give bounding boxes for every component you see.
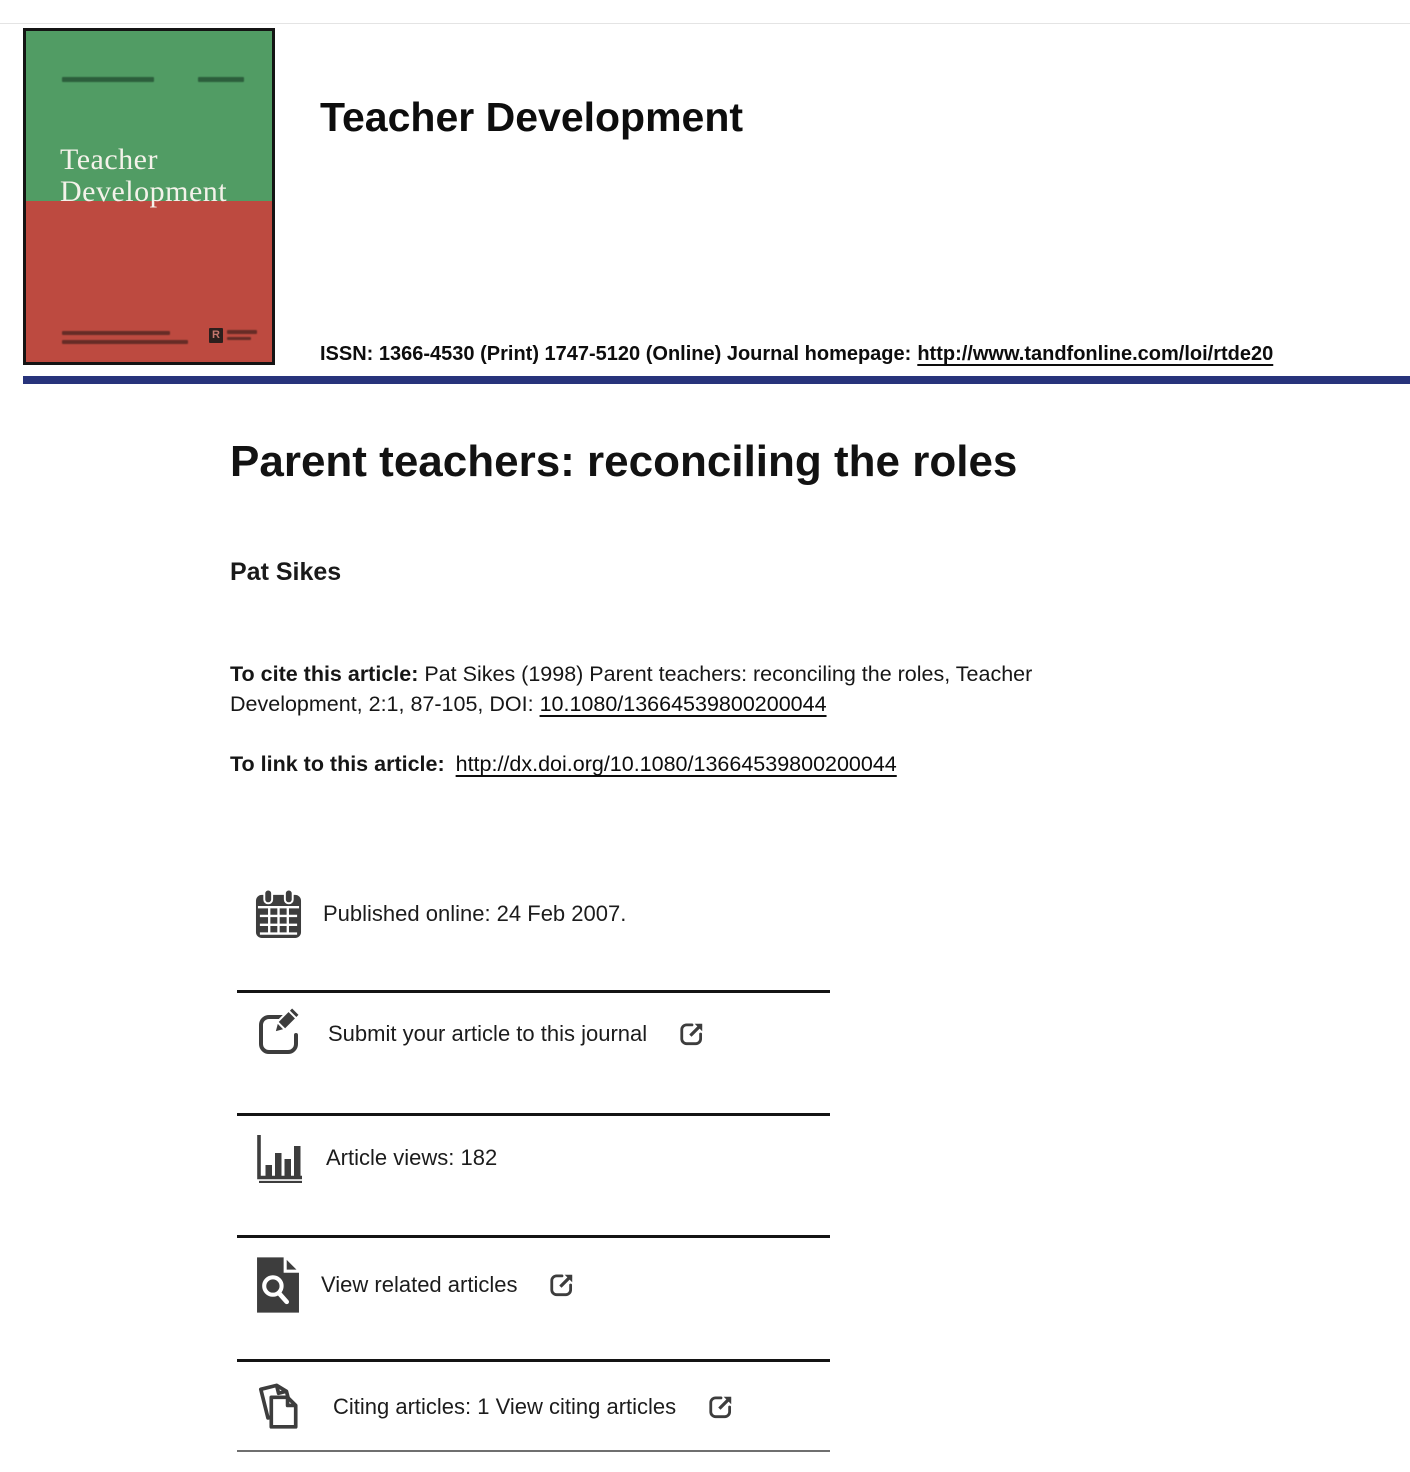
journal-title: Teacher Development bbox=[320, 94, 744, 140]
issn-text: ISSN: 1366-4530 (Print) 1747-5120 (Online) Journal homepage: bbox=[320, 343, 912, 365]
routledge-logo: R bbox=[209, 328, 223, 343]
article-author: Pat Sikes bbox=[230, 558, 342, 586]
published-online-text: Published online: 24 Feb 2007. bbox=[323, 901, 627, 926]
cite-prefix: To cite this article: bbox=[230, 662, 419, 686]
masthead-navy-bar bbox=[23, 376, 1410, 384]
external-link-icon[interactable] bbox=[707, 1393, 735, 1421]
journal-cover-image bbox=[23, 28, 275, 365]
cite-text-line1: Pat Sikes (1998) Parent teachers: reconciling the roles, Teacher bbox=[424, 662, 1033, 686]
published-online-row bbox=[255, 886, 626, 942]
cover-subtitle-blur-1 bbox=[62, 331, 170, 335]
journal-homepage-link[interactable]: http://www.tandfonline.com/loi/rtde20 bbox=[917, 343, 1274, 365]
external-link-icon[interactable] bbox=[678, 1020, 706, 1048]
divider bbox=[237, 1359, 830, 1362]
article-title: Parent teachers: reconciling the roles bbox=[230, 437, 1018, 486]
cite-paragraph bbox=[230, 659, 1190, 719]
calendar-icon bbox=[255, 888, 302, 941]
citing-articles-row[interactable] bbox=[255, 1376, 735, 1438]
top-divider bbox=[0, 23, 1410, 24]
external-link-icon[interactable] bbox=[548, 1271, 576, 1299]
cover-title bbox=[60, 144, 227, 208]
cite-text-line2: Development, 2:1, 87-105, DOI: bbox=[230, 692, 534, 716]
divider bbox=[237, 1113, 830, 1116]
citing-articles-icon bbox=[255, 1379, 312, 1436]
doi-link[interactable]: 10.1080/13664539800200044 bbox=[539, 692, 827, 716]
article-url-link[interactable]: http://dx.doi.org/10.1080/13664539800200044 bbox=[455, 752, 897, 776]
cover-title-line1: Teacher bbox=[60, 143, 158, 176]
article-views-row bbox=[255, 1130, 497, 1186]
cover-subtitle-blur-2 bbox=[62, 340, 188, 344]
cover-volume-text-blur bbox=[62, 77, 154, 82]
link-prefix: To link to this article: bbox=[230, 752, 445, 776]
article-views-text: Article views: 182 bbox=[326, 1145, 498, 1170]
issn-line bbox=[320, 341, 1273, 367]
related-articles-row[interactable] bbox=[255, 1254, 576, 1316]
submit-article-row[interactable] bbox=[255, 1006, 706, 1062]
divider bbox=[237, 1235, 830, 1238]
related-articles-icon bbox=[255, 1256, 300, 1314]
cover-title-line2: Development bbox=[60, 175, 228, 208]
edit-icon bbox=[255, 1008, 307, 1060]
cover-issn-text-blur bbox=[198, 77, 244, 82]
divider bbox=[237, 990, 830, 993]
citing-articles-link[interactable]: Citing articles: 1 View citing articles bbox=[333, 1394, 677, 1419]
link-paragraph bbox=[230, 749, 897, 779]
divider bbox=[237, 1450, 830, 1452]
routledge-wordmark-blur bbox=[227, 330, 257, 334]
routledge-tagline-blur bbox=[227, 337, 251, 340]
related-articles-link[interactable]: View related articles bbox=[321, 1272, 518, 1297]
submit-article-link[interactable]: Submit your article to this journal bbox=[328, 1021, 648, 1046]
bar-chart-icon bbox=[255, 1133, 305, 1183]
